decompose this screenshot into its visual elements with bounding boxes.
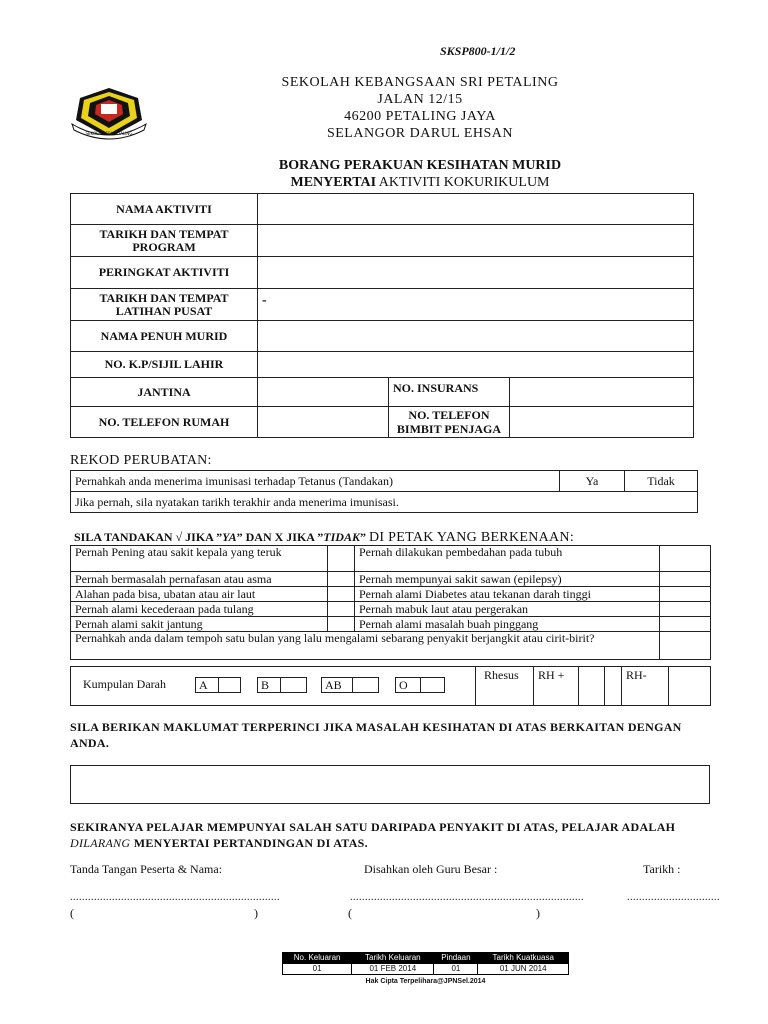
infectious-check[interactable] [660, 632, 711, 660]
label-telefon-rumah: NO. TELEFON RUMAH [71, 407, 258, 438]
condition-check-right-1[interactable] [660, 546, 711, 572]
condition-right-4: Pernah mabuk laut atau pergerakan [355, 602, 660, 617]
condition-check-left-4[interactable] [328, 602, 355, 617]
school-name: SEKOLAH KEBANGSAAN SRI PETALING [281, 75, 559, 90]
input-telefon-bimbit[interactable] [510, 407, 694, 438]
condition-left-4: Pernah alami kecederaan pada tulang [71, 602, 328, 617]
headmaster-name-close: ) [536, 906, 540, 920]
headmaster-signature-line[interactable]: .............................................................................. [350, 892, 584, 903]
condition-check-left-2[interactable] [328, 572, 355, 587]
condition-check-left-5[interactable] [328, 617, 355, 632]
conditions-table [70, 545, 711, 660]
health-detail-input[interactable] [70, 765, 710, 804]
copyright: Hak Cipta Terpelihara@JPNSel.2014 [365, 978, 486, 985]
condition-left-1: Pernah Pening atau sakit kepala yang teruk [71, 546, 328, 572]
input-jantina[interactable] [258, 378, 389, 407]
tetanus-date-question: Jika pernah, sila nyatakan tarikh terakhir anda menerima imunisasi. [71, 492, 698, 513]
condition-left-2: Pernah bermasalah pernafasan atau asma [71, 572, 328, 587]
condition-right-1: Pernah dilakukan pembedahan pada tubuh [355, 546, 660, 572]
condition-check-right-4[interactable] [660, 602, 711, 617]
condition-check-right-2[interactable] [660, 572, 711, 587]
participant-info-table [70, 193, 694, 438]
rh-positive[interactable]: RH + [533, 667, 605, 705]
footer-value-keluaran: 01 [283, 964, 352, 975]
school-state: SELANGOR DARUL EHSAN [326, 126, 514, 141]
tetanus-question: Pernahkah anda menerima imunisasi terhadap Tetanus (Tandakan) [71, 471, 560, 492]
participant-name-open: ( [70, 906, 74, 920]
form-title-line2: AKTIVITI KOKURIKULUM [376, 175, 550, 190]
school-city: 46200 PETALING JAYA [344, 109, 496, 124]
school-street: JALAN 12/15 [377, 92, 463, 107]
blood-group-label: Kumpulan Darah [83, 677, 166, 691]
school-crest-logo [68, 84, 150, 142]
condition-left-5: Pernah alami sakit jantung [71, 617, 328, 632]
detail-notice: SILA BERIKAN MAKLUMAT TERPERINCI JIKA MASALAH KESIHATAN DI ATAS BERKAITAN DENGAN ANDA. [70, 720, 682, 750]
label-tarikh-latihan: TARIKH DAN TEMPAT LATIHAN PUSAT [71, 289, 258, 321]
blood-type-ab[interactable]: AB [321, 677, 379, 693]
participant-signature-label: Tanda Tangan Peserta & Nama: [70, 862, 223, 876]
condition-left-3: Alahan pada bisa, ubatan atau air laut [71, 587, 328, 602]
revision-table [282, 952, 569, 975]
participation-warning: SEKIRANYA PELAJAR MEMPUNYAI SALAH SATU DARIPADA PENYAKIT DI ATAS, PELAJAR ADALAH DILARANG MENYERTAI PERTANDINGAN DI ATAS. [70, 820, 676, 850]
headmaster-signature-label: Disahkan oleh Guru Besar : [364, 862, 498, 876]
footer-header-tarikh-kuatkuasa: Tarikh Kuatkuasa [478, 953, 569, 964]
condition-check-right-3[interactable] [660, 587, 711, 602]
form-title-line1: BORANG PERAKUAN KESIHATAN MURID [278, 158, 562, 173]
input-nama-aktiviti[interactable] [258, 194, 694, 225]
footer-header-tarikh-keluaran: Tarikh Keluaran [352, 953, 434, 964]
input-peringkat-aktiviti[interactable] [258, 257, 694, 289]
footer-value-pindaan: 01 [434, 964, 478, 975]
date-label: Tarikh : [643, 862, 681, 876]
condition-check-left-3[interactable] [328, 587, 355, 602]
checkbox-instruction: SILA TANDAKAN √ JIKA ”YA” DAN X JIKA ”TIDAK” DI PETAK YANG BERKENAAN: [74, 530, 575, 545]
label-nama-aktiviti: NAMA AKTIVITI [71, 194, 258, 225]
footer-value-tarikh-kuatkuasa: 01 JUN 2014 [478, 964, 569, 975]
input-no-kp[interactable] [258, 352, 694, 378]
label-no-insurans: NO. INSURANS [389, 378, 510, 407]
label-telefon-bimbit: NO. TELEFON BIMBIT PENJAGA [389, 407, 510, 438]
blood-group-row [70, 666, 711, 706]
label-no-kp: NO. K.P/SIJIL LAHIR [71, 352, 258, 378]
label-jantina: JANTINA [71, 378, 258, 407]
condition-check-left-1[interactable] [328, 546, 355, 572]
footer-value-tarikh-keluaran: 01 FEB 2014 [352, 964, 434, 975]
rhesus-label: Rhesus [475, 667, 522, 705]
footer-header-keluaran: No. Keluaran [283, 953, 352, 964]
input-tarikh-program[interactable] [258, 225, 694, 257]
footer-header-pindaan: Pindaan [434, 953, 478, 964]
input-tarikh-latihan[interactable]: - [258, 289, 694, 321]
form-title [160, 157, 680, 191]
svg-text:SEKOLAH SRI PETALING: SEKOLAH SRI PETALING [85, 131, 133, 136]
date-line[interactable]: ............................... [627, 892, 720, 903]
condition-check-right-5[interactable] [660, 617, 711, 632]
tetanus-no[interactable]: Tidak [625, 471, 698, 492]
blood-type-a[interactable]: A [195, 677, 241, 693]
condition-right-5: Pernah alami masalah buah pinggang [355, 617, 660, 632]
blood-type-b[interactable]: B [257, 677, 307, 693]
headmaster-name-open: ( [348, 906, 352, 920]
form-title-line2-bold: MENYERTAI [290, 175, 377, 190]
condition-right-3: Pernah alami Diabetes atau tekanan darah tinggi [355, 587, 660, 602]
label-nama-murid: NAMA PENUH MURID [71, 321, 258, 352]
tetanus-table [70, 470, 698, 513]
condition-right-2: Pernah mempunyai sakit sawan (epilepsy) [355, 572, 660, 587]
input-telefon-rumah[interactable] [258, 407, 389, 438]
school-address [200, 74, 640, 142]
input-no-insurans[interactable] [510, 378, 694, 407]
infectious-question: Pernahkah anda dalam tempoh satu bulan yang lalu mengalami sebarang penyakit berjangkit atau cirit-birit? [71, 632, 660, 660]
tetanus-yes[interactable]: Ya [560, 471, 625, 492]
document-code: SKSP800-1/1/2 [440, 44, 516, 58]
participant-name-close: ) [254, 906, 258, 920]
medical-record-heading: REKOD PERUBATAN: [70, 453, 212, 468]
blood-type-o[interactable]: O [395, 677, 445, 693]
rh-negative[interactable]: RH- [621, 667, 699, 705]
participant-signature-line[interactable]: ...................................................................... [70, 892, 280, 903]
label-tarikh-program: TARIKH DAN TEMPAT PROGRAM [71, 225, 258, 257]
label-peringkat-aktiviti: PERINGKAT AKTIVITI [71, 257, 258, 289]
input-nama-murid[interactable] [258, 321, 694, 352]
